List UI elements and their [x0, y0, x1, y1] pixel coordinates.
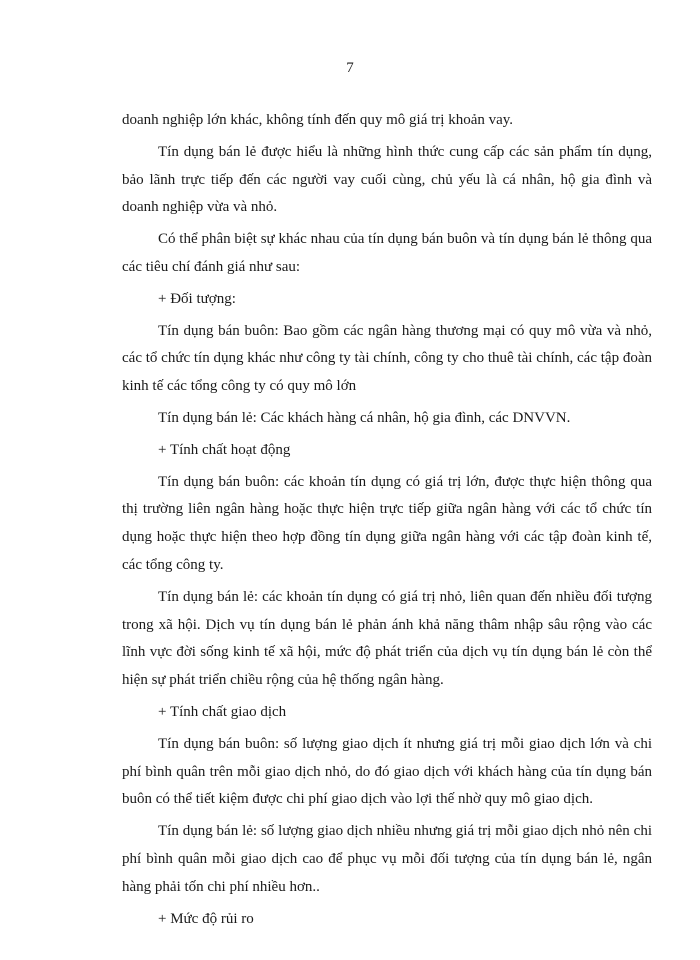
paragraph-retail-subject: Tín dụng bán lẻ: Các khách hàng cá nhân, hộ gia đình, các DNVVN. [158, 409, 571, 426]
paragraph-wholesale-subject: Tín dụng bán buôn: Bao gồm các ngân hàng thương mại có quy mô vừa và nhỏ, các tổ chức tín dụng khác như công ty tài chính, công ty cho thuê tài chính, các tập đoàn kinh tế các tổng công ty có quy mô lớn [122, 322, 652, 395]
paragraph-retail-operation: Tín dụng bán lẻ: các khoản tín dụng có giá trị nhỏ, liên quan đến nhiều đối tượng trong xã hội. Dịch vụ tín dụng bán lẻ phản ánh khả năng thâm nhập sâu rộng vào các lĩnh vực đời sống kinh tế xã hội, mức độ phát triển của dịch vụ tín dụng bán lẻ còn thể hiện sự phát triển chiều rộng của hệ thống ngân hàng. [122, 588, 652, 689]
paragraph-continuation: doanh nghiệp lớn khác, không tính đến quy mô giá trị khoản vay. [122, 112, 514, 128]
heading-operation-nature: + Tính chất hoạt động [158, 441, 291, 458]
heading-subject: + Đối tượng: [158, 290, 236, 307]
page-number: 7 [346, 60, 354, 76]
document-body [122, 107, 652, 937]
paragraph-wholesale-operation: Tín dụng bán buôn: các khoản tín dụng có giá trị lớn, được thực hiện thông qua thị trường liên ngân hàng hoặc thực hiện trực tiếp giữa ngân hàng với các tổ chức tín dụng hoặc thực hiện theo hợp đồng tín dụng giữa ngân hàng với các tập đoàn kinh tế, các tổng công ty. [122, 473, 652, 573]
heading-transaction-nature: + Tính chất giao dịch [158, 703, 287, 720]
paragraph-wholesale-transaction: Tín dụng bán buôn: số lượng giao dịch ít nhưng giá trị mỗi giao dịch lớn và chi phí bình quân trên mỗi giao dịch nhỏ, do đó giao dịch với khách hàng của tín dụng bán buôn có thể tiết kiệm được chi phí giao dịch vào lợi thế nhờ quy mô giao dịch. [122, 735, 652, 808]
paragraph-retail-credit-definition: Tín dụng bán lẻ được hiểu là những hình thức cung cấp các sản phẩm tín dụng, bảo lãnh trực tiếp đến các người vay cuối cùng, chủ yếu là cá nhân, hộ gia đình và doanh nghiệp vừa và nhỏ. [122, 143, 652, 216]
paragraph-retail-transaction: Tín dụng bán lẻ: số lượng giao dịch nhiều nhưng giá trị mỗi giao dịch nhỏ nên chi phí bình quân mỗi giao dịch cao để phục vụ mỗi đối tượng của tín dụng bán lẻ, ngân hàng phải tốn chi phí nhiều hơn.. [122, 823, 652, 895]
paragraph-comparison-intro: Có thể phân biệt sự khác nhau của tín dụng bán buôn và tín dụng bán lẻ thông qua các tiêu chí đánh giá như sau: [122, 231, 652, 275]
heading-risk-level: + Mức độ rủi ro [158, 910, 254, 927]
